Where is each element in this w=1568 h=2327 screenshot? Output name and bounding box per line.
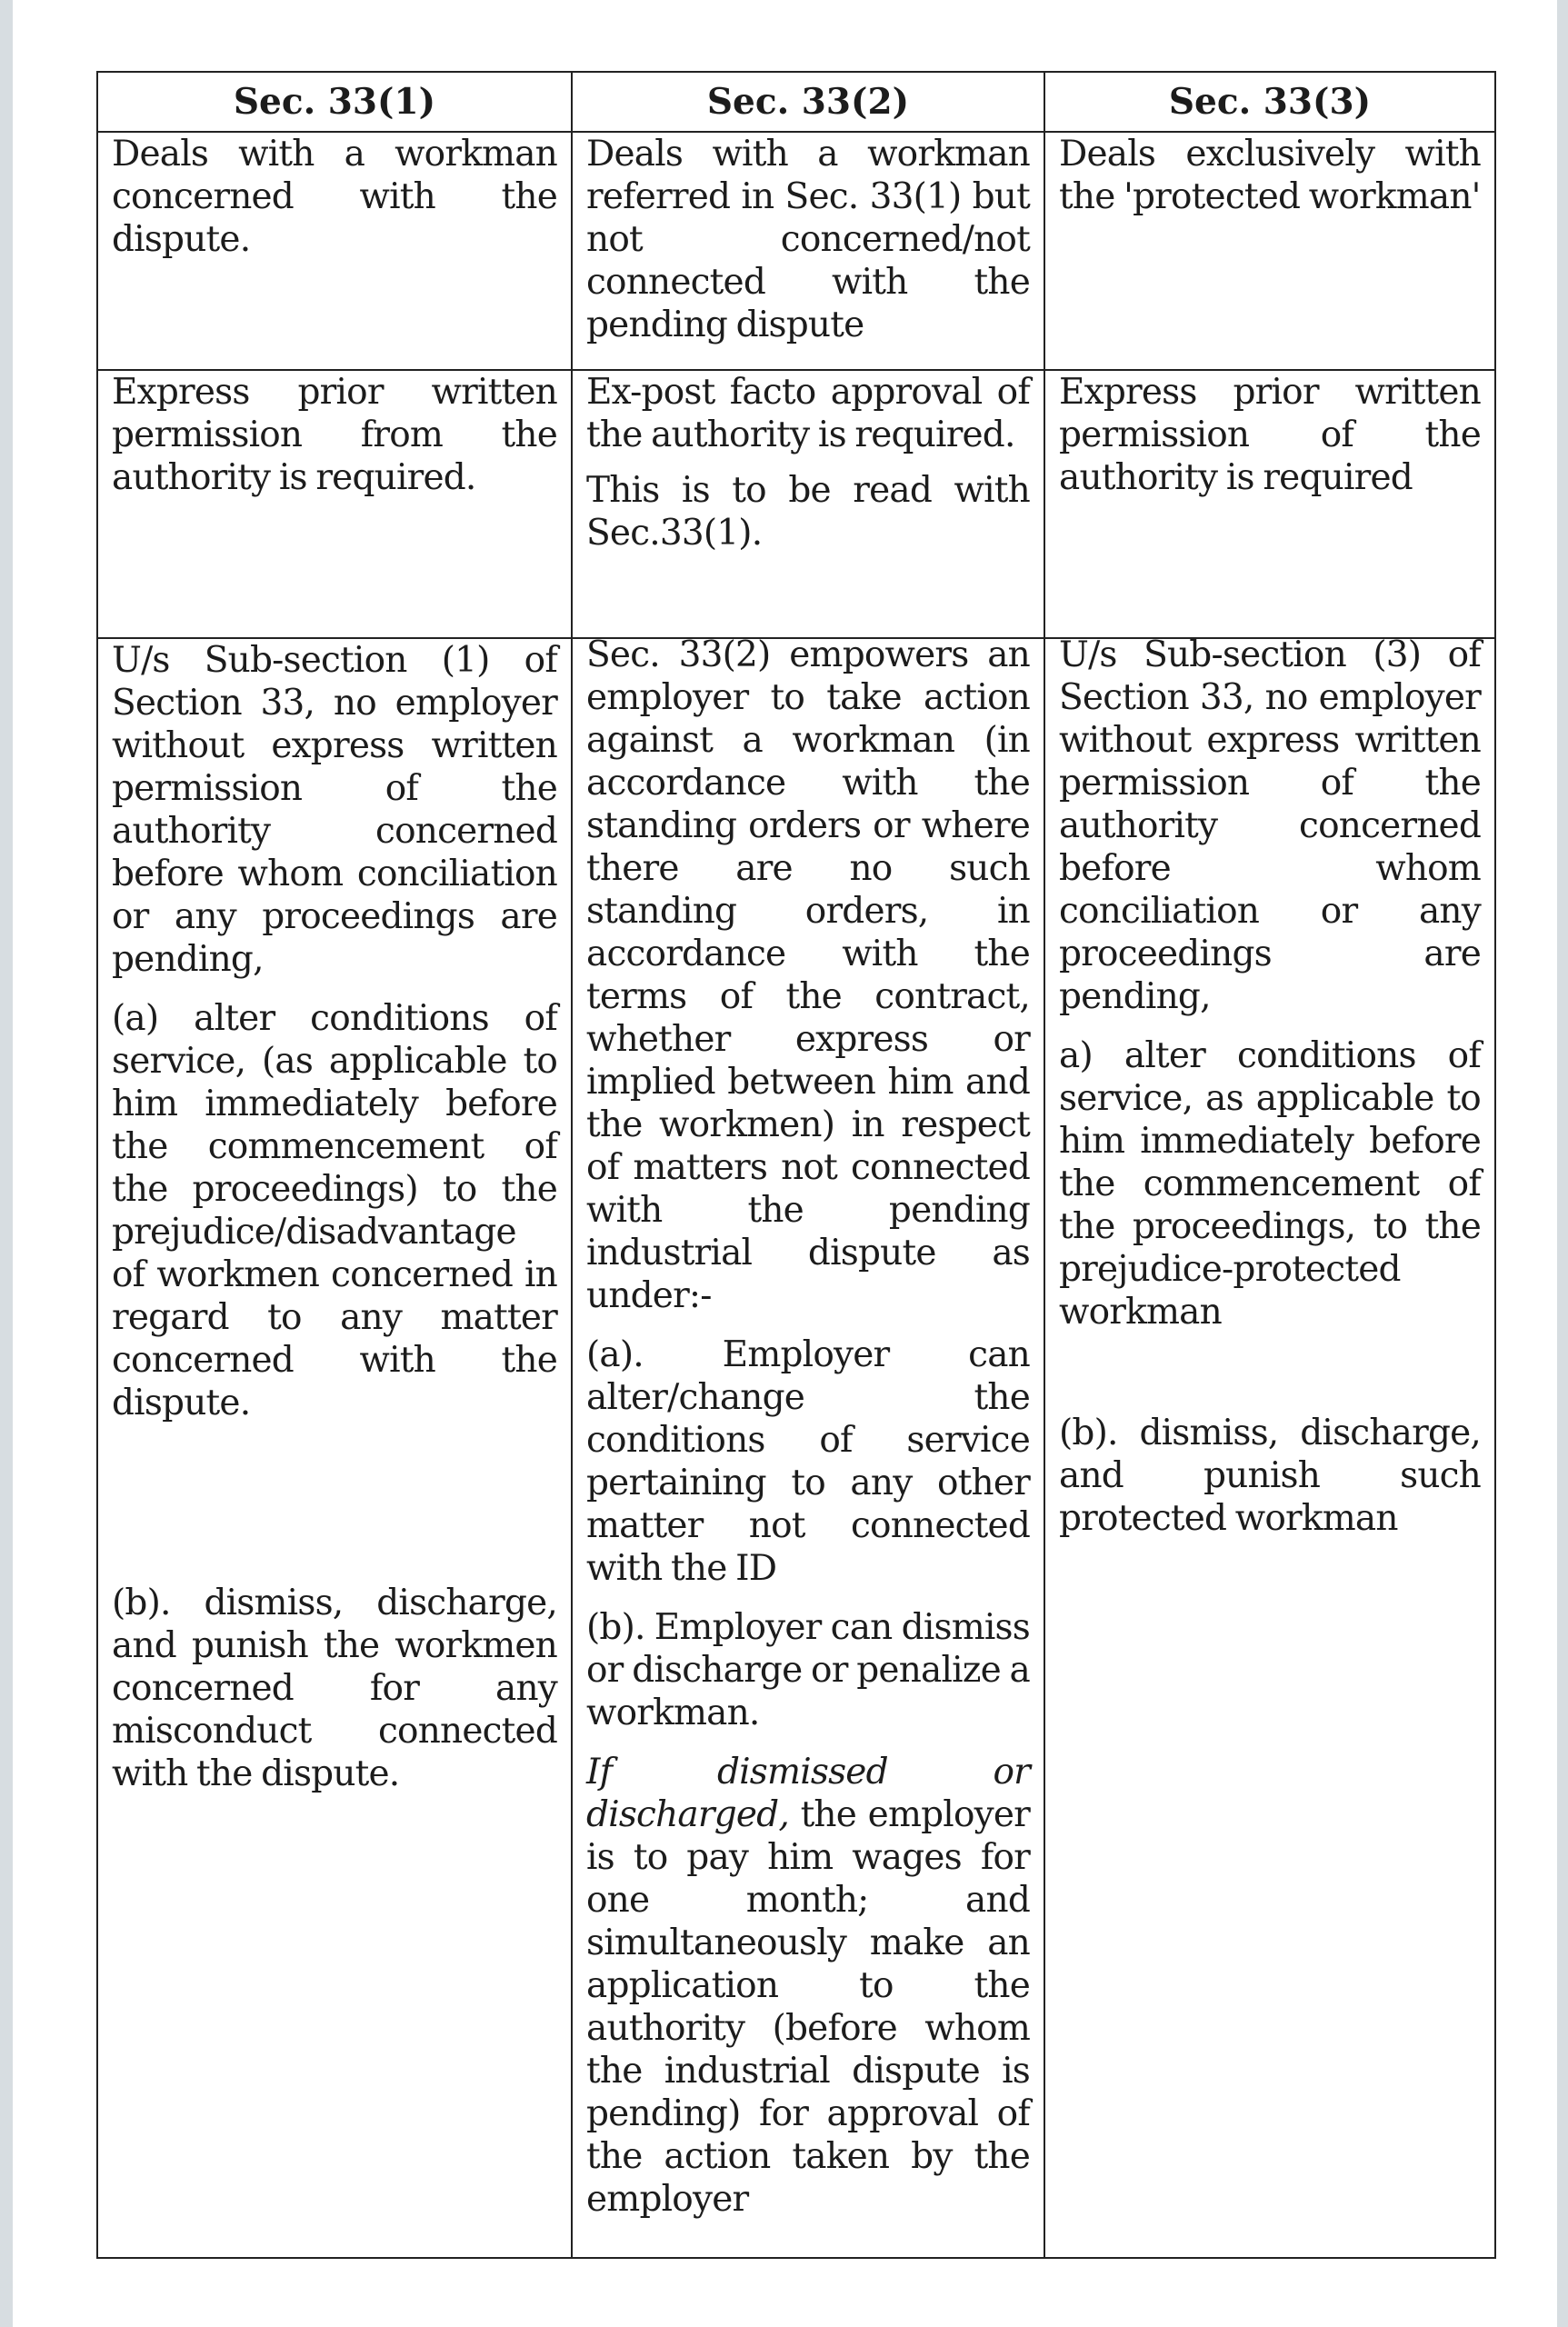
cell-text: U/s Sub-section (1) of Section 33, no employer without express written permission of the authority concerned before whom conciliation or any proceedings are pending, [112, 640, 557, 980]
header-row [97, 72, 1495, 132]
italic-text: If dismissed or discharged, [586, 1752, 1030, 1835]
cell-text: Sec. 33(2) empowers an employer to take action against a workman (in accordance with the standing orders or where there are no such standing orders, in accordance with the terms of the contract, whether express or implied between him and the workmen) in respect of matters not connected with the pending industrial dispute as under:- [586, 634, 1030, 1316]
spacer [112, 1424, 557, 1582]
table-row-provisions [97, 638, 1495, 2258]
cell-text: This is to be read with Sec.33(1). [586, 470, 1030, 554]
cell-scope-33-1 [97, 132, 572, 370]
cell-text: Deals with a workman referred in Sec. 33(1) but not concerned/not connected with the pending dispute [586, 134, 1030, 345]
cell-text: (a). Employer can alter/change the conditions of service pertaining to any other matter not connected with the ID [586, 1334, 1030, 1589]
cell-scope-33-2 [572, 132, 1044, 370]
section-comparison-table [96, 71, 1496, 2259]
cell-text: (b). dismiss, discharge, and punish the workmen concerned for any misconduct connected with the dispute. [112, 1583, 557, 1794]
document-page [13, 0, 1557, 2327]
spacer [1059, 1333, 1481, 1412]
cell-text: Express prior written permission of the authority is required [1059, 372, 1481, 498]
cell-text-continued: the employer is to pay him wages for one month; and simultaneously make an application to the authority (before whom the industrial dispute is pending) for approval of the action taken by the employer [586, 1794, 1030, 2220]
cell-text: Deals exclusively with the 'protected workman' [1059, 134, 1481, 217]
cell-text: Express prior written permission from the authority is required. [112, 372, 557, 498]
cell-text: U/s Sub-section (3) of Section 33, no employer without express written permission of the authority concerned before whom conciliation or any proceedings are pending, [1059, 634, 1481, 1017]
cell-permission-33-1 [97, 370, 572, 638]
cell-text: (b). dismiss, discharge, and punish such protected workman [1059, 1413, 1481, 1539]
header-sec-33-2: Sec. 33(2) [572, 72, 1044, 132]
cell-text: Ex-post facto approval of the authority is required. [586, 372, 1030, 455]
cell-permission-33-2 [572, 370, 1044, 638]
cell-text: (a) alter conditions of service, (as applicable to him immediately before the commencement of the proceedings) to the prejudice/disadvantage of workmen concerned in regard to any matter concerned with the dispute. [112, 998, 557, 1423]
cell-provisions-33-1 [97, 638, 572, 2258]
cell-text: (b). Employer can dismiss or discharge or penalize a workman. [586, 1607, 1030, 1733]
cell-permission-33-3 [1044, 370, 1495, 638]
cell-provisions-33-3 [1044, 634, 1495, 2258]
header-sec-33-3: Sec. 33(3) [1044, 72, 1495, 132]
table-row-scope [97, 132, 1495, 370]
cell-text: a) alter conditions of service, as applicable to him immediately before the commencement of the proceedings, to the prejudice-protected workman [1059, 1035, 1481, 1333]
cell-text: Deals with a workman concerned with the dispute. [112, 134, 557, 260]
cell-text [586, 1751, 1030, 2221]
header-sec-33-1: Sec. 33(1) [97, 72, 572, 132]
cell-provisions-33-2 [572, 634, 1044, 2258]
table-row-permission [97, 370, 1495, 638]
cell-scope-33-3 [1044, 132, 1495, 370]
